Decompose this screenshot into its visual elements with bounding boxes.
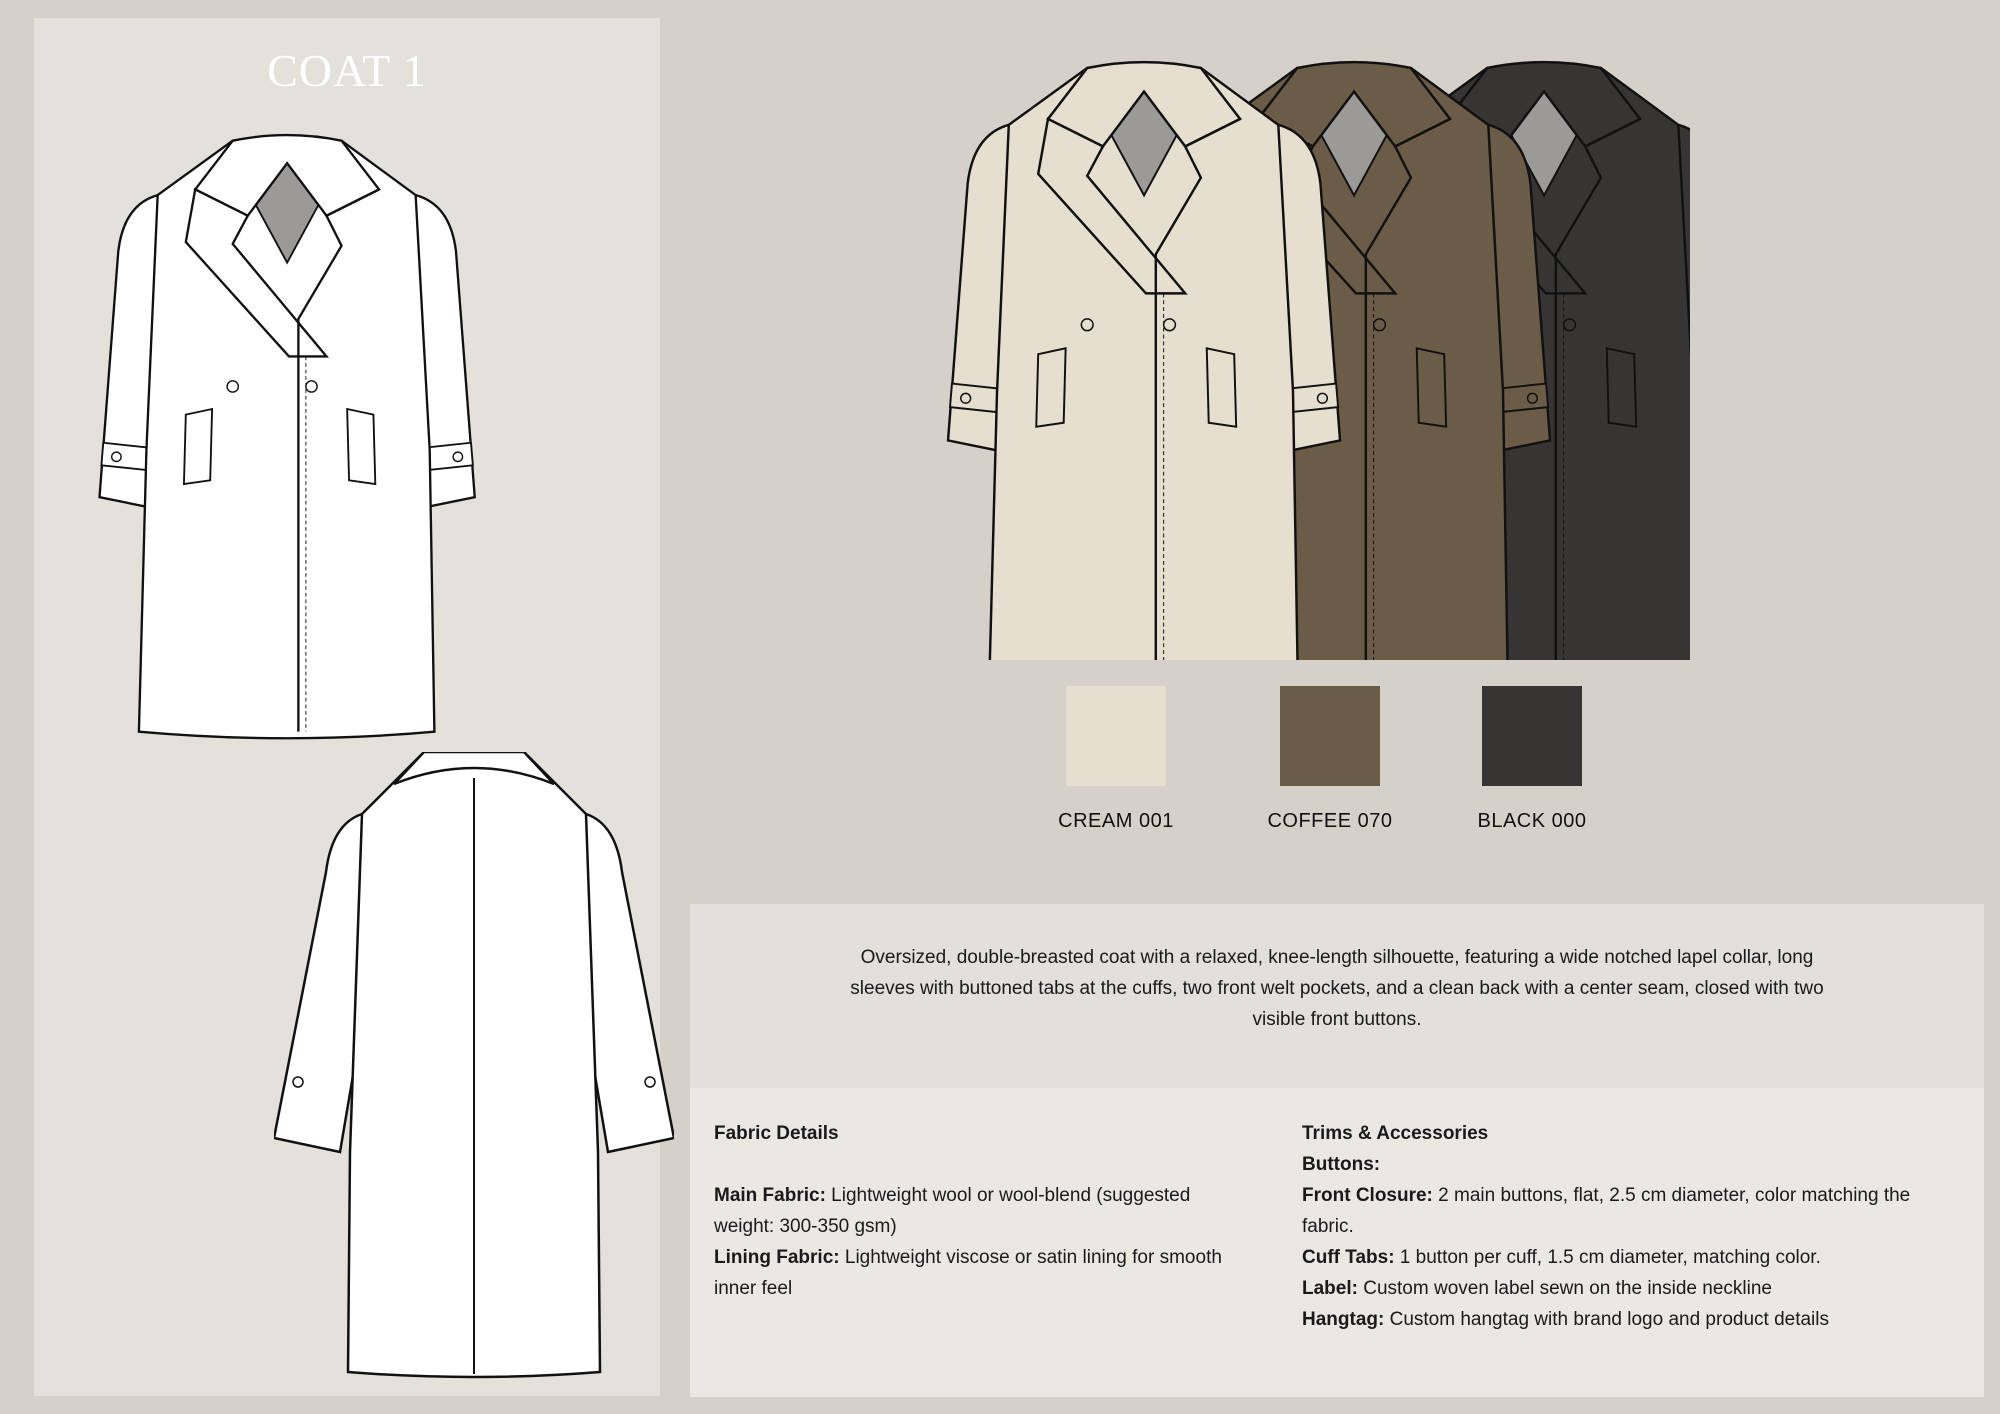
- coat-front-flat-sketch: [92, 118, 486, 760]
- swatch-black: [1482, 686, 1582, 786]
- flat-sketch-panel: [34, 18, 660, 1396]
- coat-cream-illustration: [948, 62, 1340, 660]
- colorway-illustrations: [930, 60, 1690, 660]
- trims-heading: Trims & Accessories: [1302, 1123, 1489, 1144]
- details-panel: [690, 1088, 1984, 1397]
- buttons-subheading: Buttons:: [1302, 1154, 1381, 1175]
- coat-back-flat-sketch: [274, 752, 674, 1384]
- lining-fabric-line: Lining Fabric: Lightweight viscose or satin lining for smooth inner feel: [714, 1247, 1222, 1299]
- description-panel: [690, 904, 1984, 1088]
- hangtag-line: Hangtag: Custom hangtag with brand logo and product details: [1302, 1309, 1830, 1330]
- swatch-label-coffee: COFFEE 070: [1267, 810, 1393, 832]
- label-line: Label: Custom woven label sewn on the inside neckline: [1302, 1278, 1772, 1299]
- swatch-label-black: BLACK 000: [1477, 810, 1587, 832]
- cuff-tabs-line: Cuff Tabs: 1 button per cuff, 1.5 cm diameter, matching color.: [1302, 1247, 1821, 1268]
- swatch-label-cream: CREAM 001: [1058, 810, 1174, 832]
- swatch-coffee: [1280, 686, 1380, 786]
- product-description: Oversized, double-breasted coat with a relaxed, knee-length silhouette, featuring a wide notched lapel collar, long sleeves with buttoned tabs at the cuffs, two front welt pockets, and a clean back with a center seam, closed with two visible front buttons.: [850, 947, 1824, 1030]
- main-fabric-line: Main Fabric: Lightweight wool or wool-blend (suggested weight: 300-350 gsm): [714, 1185, 1191, 1237]
- swatch-cream: [1066, 686, 1166, 786]
- fabric-heading: Fabric Details: [714, 1123, 839, 1144]
- fabric-details: [714, 1118, 1254, 1304]
- page-title: COAT 1: [267, 45, 427, 96]
- trims-accessories: [1302, 1118, 1966, 1335]
- front-closure-line: Front Closure: 2 main buttons, flat, 2.5 cm diameter, color matching the fabric.: [1302, 1185, 1911, 1237]
